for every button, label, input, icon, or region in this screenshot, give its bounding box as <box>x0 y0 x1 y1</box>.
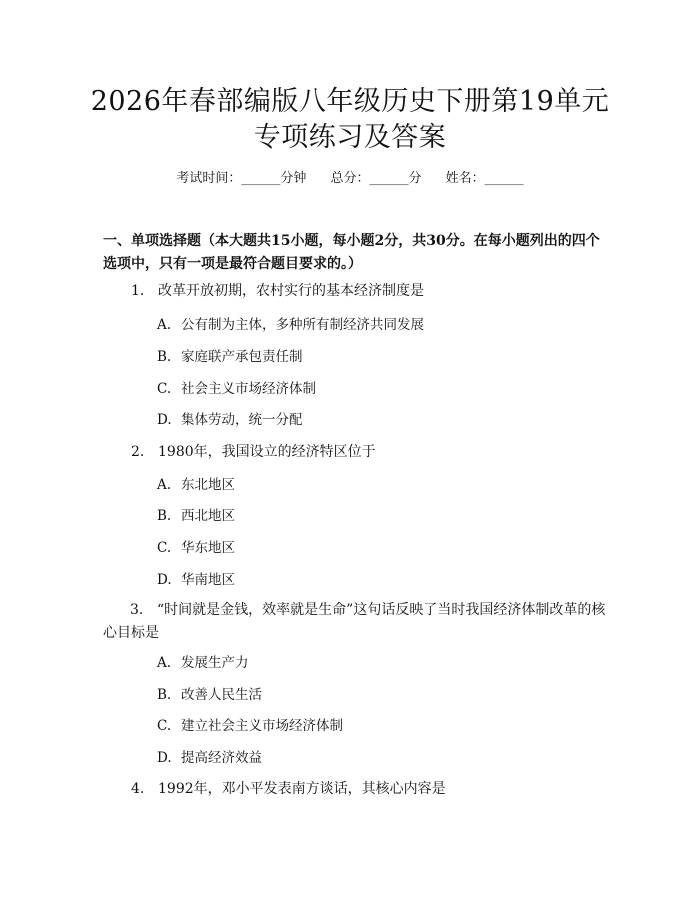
question-text: “时间就是金钱，效率就是生命”这句话反映了当时我国经济体制改革的核心目标是 <box>103 602 606 641</box>
option-2b <box>157 506 235 526</box>
exam-score: 总分：______分 <box>330 171 422 186</box>
option-3b <box>157 685 262 705</box>
option-2c <box>157 538 235 558</box>
option-2d <box>157 570 235 590</box>
question-number: 1. <box>131 283 145 299</box>
option-letter: C. <box>157 540 172 556</box>
option-text: 提高经济效益 <box>181 750 262 766</box>
option-letter: D. <box>157 750 172 766</box>
option-3a <box>157 653 249 673</box>
option-letter: C. <box>157 718 172 734</box>
option-letter: B. <box>157 687 172 703</box>
question-text: 1980年，我国设立的经济特区位于 <box>158 444 376 460</box>
option-text: 华南地区 <box>181 572 235 588</box>
option-text: 东北地区 <box>181 477 235 493</box>
question-number: 4. <box>131 781 145 797</box>
option-3c <box>157 716 343 736</box>
option-letter: B. <box>157 508 172 524</box>
option-text: 集体劳动，统一分配 <box>181 412 303 428</box>
option-3d <box>157 748 262 768</box>
option-1b <box>157 347 303 367</box>
question-1 <box>131 280 424 302</box>
question-text: 1992年，邓小平发表南方谈话，其核心内容是 <box>158 781 446 797</box>
question-number: 3. <box>130 602 144 618</box>
option-letter: A. <box>157 655 172 671</box>
exam-time: 考试时间：______分钟 <box>176 171 307 186</box>
question-number: 2. <box>131 444 145 460</box>
option-letter: D. <box>157 412 172 428</box>
option-letter: A. <box>157 317 172 333</box>
section-heading: 一、单项选择题（本大题共15小题，每小题2分，共30分。在每小题列出的四个选项中，只有一项是最符合题目要求的。） <box>103 233 600 272</box>
option-letter: B. <box>157 349 172 365</box>
exam-meta <box>0 171 700 187</box>
question-3 <box>103 599 613 645</box>
option-text: 西北地区 <box>181 508 235 524</box>
question-text: 改革开放初期，农村实行的基本经济制度是 <box>158 283 424 299</box>
option-letter: C. <box>157 381 172 397</box>
option-text: 公有制为主体，多种所有制经济共同发展 <box>181 317 424 333</box>
option-text: 建立社会主义市场经济体制 <box>181 718 343 734</box>
question-4 <box>131 778 446 800</box>
option-1a <box>157 315 424 335</box>
option-letter: D. <box>157 572 172 588</box>
option-text: 改善人民生活 <box>181 687 262 703</box>
option-text: 家庭联产承包责任制 <box>181 349 303 365</box>
option-text: 发展生产力 <box>181 655 249 671</box>
option-1c <box>157 379 316 399</box>
exam-name: 姓名：______ <box>445 171 524 186</box>
option-text: 社会主义市场经济体制 <box>181 381 316 397</box>
option-text: 华东地区 <box>181 540 235 556</box>
document-title-line-1: 2026年春部编版八年级历史下册第19单元 <box>90 86 610 117</box>
option-2a <box>157 475 235 495</box>
option-letter: A. <box>157 477 172 493</box>
question-2 <box>131 441 376 463</box>
option-1d <box>157 410 303 430</box>
document-title-line-2: 专项练习及答案 <box>253 122 447 153</box>
